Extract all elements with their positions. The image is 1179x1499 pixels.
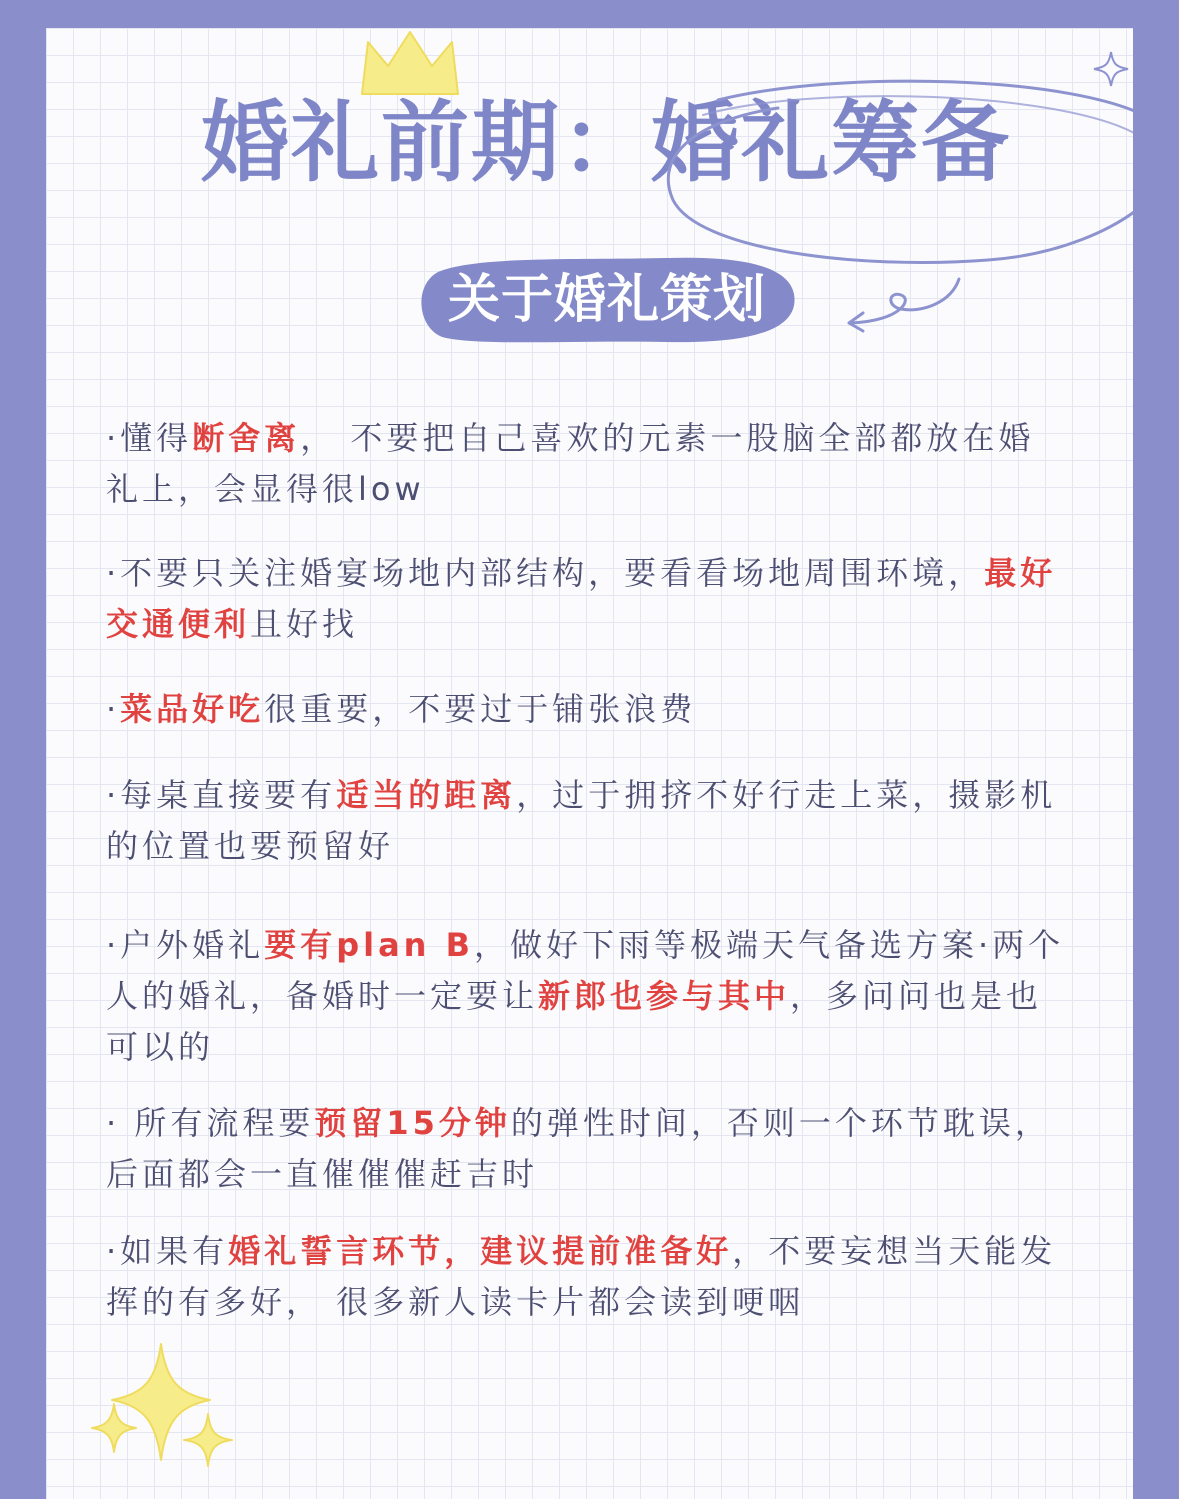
tip-text: ·懂得 [106,419,193,457]
tip-vows [106,1226,1066,1328]
tip-text: 且好找 [250,605,359,643]
sparkles-cluster-icon [86,1340,236,1490]
highlight-text: 最好 [984,554,1057,592]
tip-declutter [106,413,1066,515]
sparkle-icon [1092,50,1130,88]
highlight-text: 断舍离 [192,419,301,457]
tip-text: · 所有流程要 [106,1104,315,1142]
tip-text: 的弹性时间，否则一个环节耽误，后面都会一直催催催赶吉时 [106,1104,1051,1193]
tip-text: ，过于拥挤不好行走上菜，摄影机的位置也要预留好 [106,776,1057,865]
highlight-text: 婚礼誓言环节，建议提前准备好 [228,1232,733,1270]
tip-plan-b [106,920,1066,1073]
highlight-text: 新郎也参与其中 [538,977,791,1015]
tip-buffer-time [106,1098,1066,1200]
tip-text: ·每桌直接要有 [106,776,337,814]
tip-text: ，不要妄想当天能发挥的有多好， 很多新人读卡片都会读到哽咽 [106,1232,1057,1321]
tip-text: 很重要，不要过于铺张浪费 [264,690,697,728]
highlight-text: 预留15分钟 [314,1104,511,1142]
highlight-text: 交通便利 [106,605,251,643]
subtitle-badge [416,250,798,350]
curly-arrow-icon [841,273,971,333]
tip-text: ，做好下雨等极端天气备选方案·两个人的婚礼，备婚时一定要让 [106,926,1065,1015]
tip-food [106,684,1066,735]
highlight-text: 菜品好吃 [120,690,265,728]
tip-venue-surroundings [106,548,1066,650]
tip-text: ，多问问也是也可以的 [106,977,1043,1066]
highlight-text: 适当的距离 [336,776,517,814]
hand-drawn-ellipse [658,60,1133,275]
tip-text: ， 不要把自己喜欢的元素一股脑全部都放在婚礼上，会显得很low [106,419,1035,508]
highlight-text: 要有plan B [264,926,474,964]
grid-paper-card [46,28,1133,1499]
tip-text: ·户外婚礼 [106,926,265,964]
page-title: 婚礼前期：婚礼筹备 [201,91,1012,194]
tip-table-spacing [106,770,1066,872]
tip-text: ·如果有 [106,1232,229,1270]
tip-text: · [106,690,121,728]
tip-text: ·不要只关注婚宴场地内部结构，要看看场地周围环境， [106,554,985,592]
subtitle: 关于婚礼策划 [447,270,766,330]
